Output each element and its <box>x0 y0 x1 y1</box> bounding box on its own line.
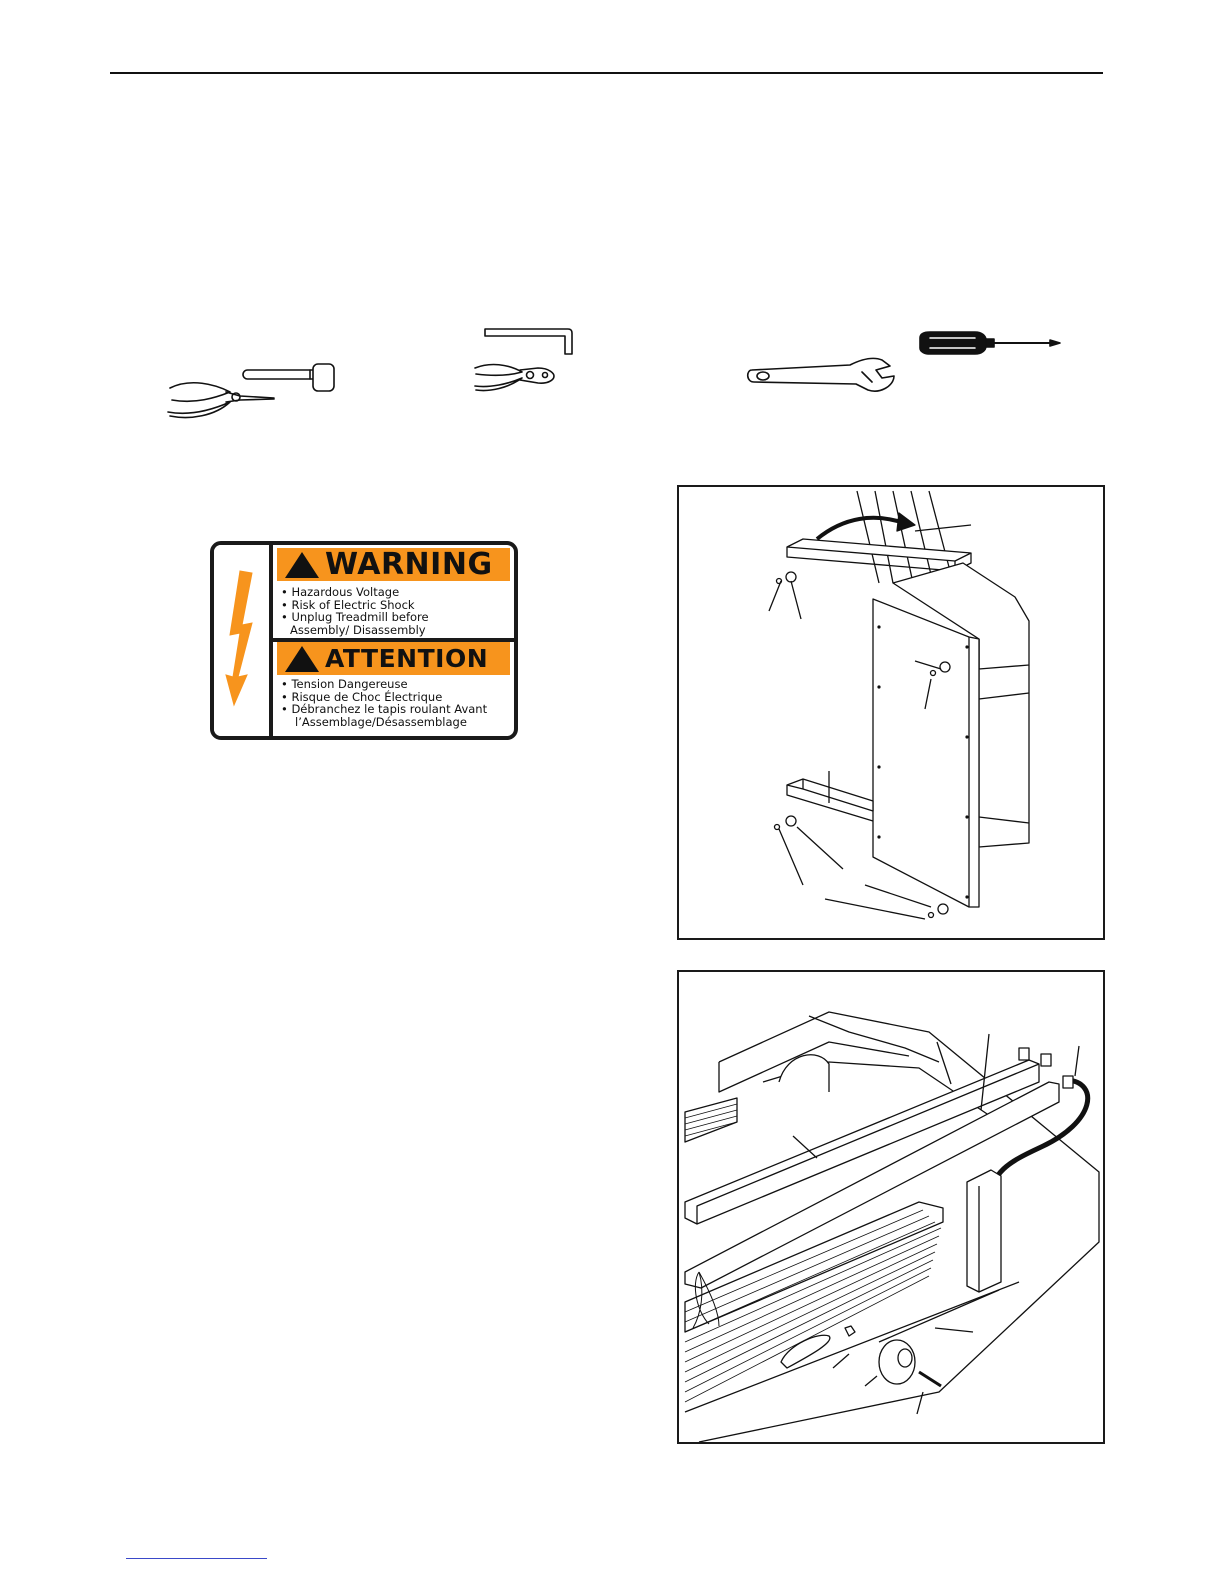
attention-lines <box>281 678 510 728</box>
electric-hazard-panel <box>214 545 273 736</box>
pliers-icon <box>475 365 554 391</box>
figure-2-drawing <box>679 972 1103 1442</box>
warning-bar <box>277 548 510 581</box>
header-rule <box>110 72 1103 74</box>
attention-line: • Débranchez le tapis roulant Avant <box>281 703 510 716</box>
lightning-bolt-icon <box>220 567 260 707</box>
attention-heading: ATTENTION <box>325 644 489 673</box>
screwdriver-icon <box>920 332 1060 354</box>
warning-line: • Hazardous Voltage <box>281 586 510 599</box>
attention-bar <box>277 642 510 675</box>
figure-1 <box>677 485 1105 940</box>
figure-1-drawing <box>679 487 1103 938</box>
warning-lines <box>281 586 510 636</box>
attention-line: l’Assemblage/Désassemblage <box>295 714 467 729</box>
hammer-icon <box>243 364 334 391</box>
adjustable-wrench-icon <box>748 358 894 391</box>
warning-label <box>210 541 518 740</box>
warning-line: Assembly/ Disassembly <box>290 622 426 637</box>
attention-triangle-icon <box>285 646 319 672</box>
needle-nose-pliers-icon <box>168 383 274 418</box>
warning-triangle-icon <box>285 552 319 578</box>
figure-2 <box>677 970 1105 1444</box>
attention-line: • Risque de Choc Électrique <box>281 691 510 704</box>
warning-line: • Unplug Treadmill before <box>281 611 510 624</box>
warning-heading: WARNING <box>325 547 493 582</box>
attention-section <box>277 642 510 732</box>
attention-line: • Tension Dangereuse <box>281 678 510 691</box>
bottom-link-underline <box>126 1558 267 1559</box>
warning-line: • Risk of Electric Shock <box>281 599 510 612</box>
tools-illustration <box>160 320 1080 430</box>
hex-key-icon <box>485 329 572 354</box>
warning-section <box>277 548 510 638</box>
